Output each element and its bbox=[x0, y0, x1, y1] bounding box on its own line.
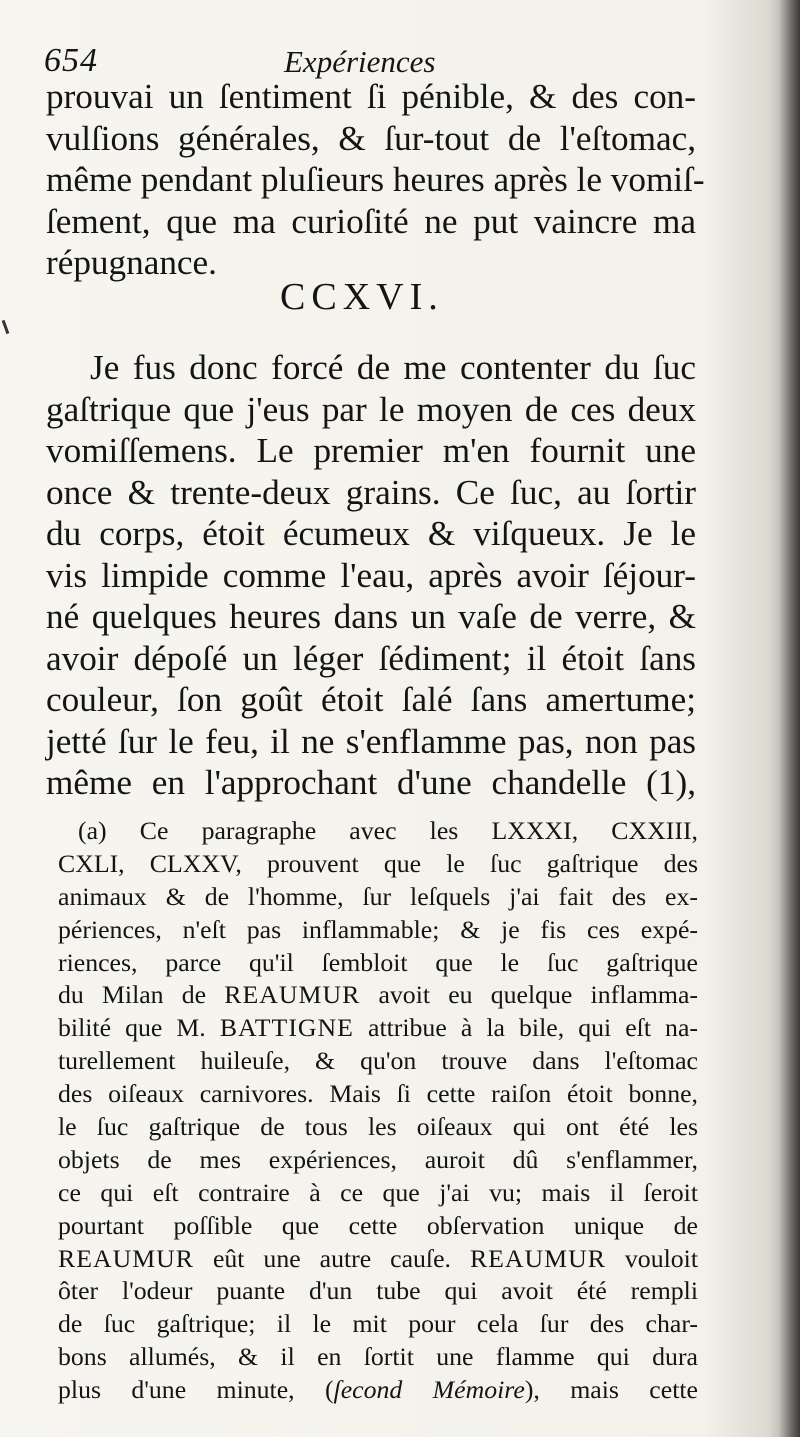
page-edge-shadow bbox=[778, 0, 800, 1437]
text-line: gaſtrique que j'eus par le moyen de ces deux bbox=[46, 389, 696, 429]
author-name: BATTIGNE bbox=[219, 1013, 354, 1043]
author-name: REAUMUR bbox=[224, 980, 361, 1010]
footnote-line: ôter l'odeur puante d'un tube qui avoit été rempli bbox=[58, 1276, 698, 1306]
text-line: avoir dépoſé un léger ſédiment; il étoit ſans bbox=[46, 638, 696, 678]
footnote-line: le ſuc gaſtrique de tous les oiſeaux qui ont été les bbox=[58, 1112, 698, 1142]
footnote bbox=[58, 815, 698, 1407]
author-name: REAUMUR bbox=[58, 1243, 194, 1273]
text-line: Je fus donc forcé de me contenter du ſuc bbox=[90, 348, 696, 387]
text-line: même en l'approchant d'une chandelle (1), bbox=[46, 763, 696, 802]
text-line: même pendant pluſieurs heures après le vomiſ- bbox=[46, 160, 705, 199]
text-line: vulſions générales, & ſur-tout de l'eſtomac, bbox=[46, 118, 696, 158]
text-line: prouvai un ſentiment ſi pénible, & des con- bbox=[46, 77, 696, 116]
text-line: couleur, ſon goût étoit ſalé ſans amertume; bbox=[46, 680, 696, 719]
footnote-line: périences, n'eſt pas inflammable; & je fis ces expé- bbox=[58, 914, 698, 944]
footnote-line: REAUMUR eût une autre cauſe. REAUMUR vouloit bbox=[58, 1243, 699, 1273]
text-line: ſement, que ma curioſité ne put vaincre ma bbox=[46, 201, 696, 241]
text-line: vis limpide comme l'eau, après avoir ſéjour- bbox=[46, 555, 696, 595]
footnote-line: ce qui eſt contraire à ce que j'ai vu; mais il ſeroit bbox=[58, 1177, 698, 1207]
paragraph-continued bbox=[46, 76, 705, 284]
footnote-line: riences, parce qu'il ſembloit que le ſuc gaſtrique bbox=[58, 947, 698, 977]
text-line: once & trente-deux grains. Ce ſuc, au ſortir bbox=[46, 472, 696, 512]
footnote-line: bons allumés, & il en ſortit une flamme qui dura bbox=[58, 1342, 698, 1372]
footnote-line: des oiſeaux carnivores. Mais ſi cette raiſon étoit bonne, bbox=[58, 1079, 698, 1109]
text-line: jetté ſur le feu, il ne s'enflamme pas, non pas bbox=[46, 721, 696, 761]
author-name: REAUMUR bbox=[469, 1243, 606, 1273]
footnote-line: turellement huileuſe, & qu'on trouve dans l'eſtomac bbox=[58, 1046, 698, 1076]
margin-mark bbox=[2, 320, 10, 334]
footnote-line: CXLI, CLXXV, prouvent que le ſuc gaſtrique des bbox=[58, 848, 698, 878]
footnote-line: objets de mes expériences, auroit dû s'enflammer, bbox=[58, 1144, 698, 1174]
section-title: CCXVI. bbox=[280, 276, 444, 318]
work-title: ſecond Mémoire bbox=[333, 1375, 525, 1405]
page-number: 654 bbox=[44, 42, 98, 79]
footnote-line: plus d'une minute, (ſecond Mémoire), mais cette bbox=[58, 1375, 698, 1405]
footnote-line: de ſuc gaſtrique; il le mit pour cela ſur des char- bbox=[58, 1309, 698, 1339]
paragraph-main bbox=[46, 347, 696, 804]
footnote-line: animaux & de l'homme, ſur leſquels j'ai fait des ex- bbox=[58, 881, 698, 911]
footnote-line: bilité que M. BATTIGNE attribue à la bile, qui eſt na- bbox=[58, 1013, 699, 1043]
running-head: Expériences bbox=[284, 44, 436, 79]
text-line: du corps, étoit écumeux & viſqueux. Je le bbox=[46, 514, 696, 553]
footnote-line: du Milan de REAUMUR avoit eu quelque inflamma- bbox=[58, 980, 698, 1010]
text-line: répugnance. bbox=[46, 243, 217, 282]
footnote-line: pourtant poſſible que cette obſervation unique de bbox=[58, 1210, 698, 1240]
text-line: né quelques heures dans un vaſe de verre, & bbox=[46, 597, 696, 636]
text-line: vomiſſemens. Le premier m'en fournit une bbox=[46, 431, 696, 470]
footnote-line: (a) Ce paragraphe avec les LXXXI, CXXIII, bbox=[78, 816, 698, 845]
